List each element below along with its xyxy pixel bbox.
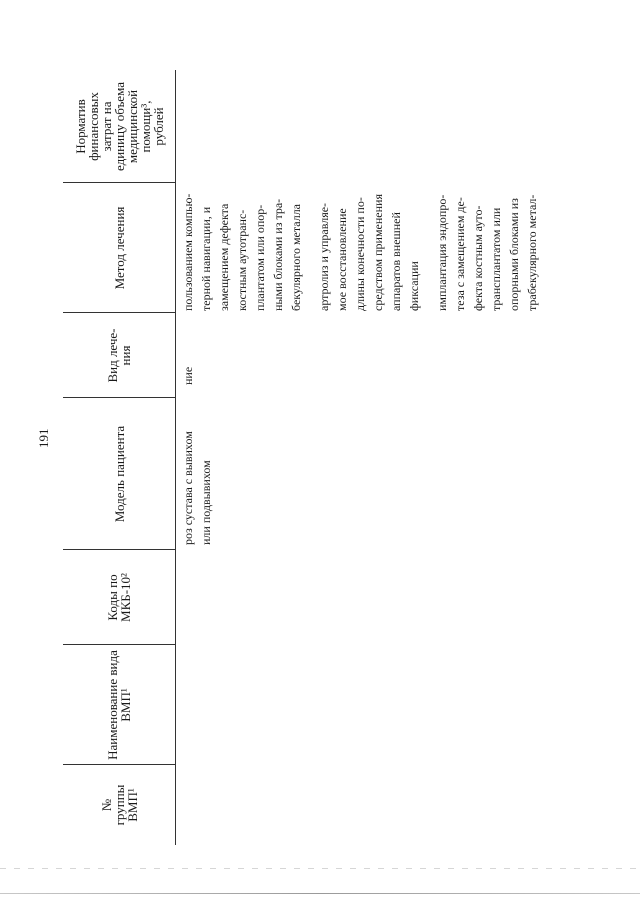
header-treatment-type xyxy=(63,313,175,398)
header-line: Модель пациента xyxy=(111,425,127,523)
method-line: аппаратов внешней xyxy=(389,212,403,311)
scan-artifact-dots xyxy=(0,868,640,869)
header-line: финансовых xyxy=(85,92,101,161)
page-number: 191 xyxy=(36,428,51,448)
method-line: артролиз и управляе- xyxy=(317,202,331,311)
header-line: ВМП¹ xyxy=(124,788,140,822)
header-line: МКБ-10² xyxy=(118,573,133,622)
header-line: Метод лечения xyxy=(111,206,127,290)
header-treatment-method xyxy=(63,183,175,313)
header-line: № xyxy=(98,798,114,812)
header-line: Наименование вида xyxy=(105,650,120,760)
method-line: длины конечности по- xyxy=(353,197,367,311)
header-line: рублей xyxy=(150,107,166,146)
header-icd-codes xyxy=(63,550,175,645)
header-group-no xyxy=(63,765,175,845)
header-line: Норматив xyxy=(72,99,88,154)
header-line: ВМП¹ xyxy=(118,688,133,722)
header-line: Вид лече- xyxy=(105,328,120,383)
method-line: опорными блоками из xyxy=(507,198,521,311)
method-line: пользованием компью- xyxy=(181,193,195,311)
patient-model-cell xyxy=(179,431,215,545)
method-line: терной навигации, и xyxy=(199,206,213,311)
method-line: фекта костным ауто- xyxy=(471,205,485,311)
method-line: средством применения xyxy=(371,194,385,311)
header-line: единицу объема xyxy=(111,82,127,171)
method-line: замещением дефекта xyxy=(217,203,231,311)
method-line: имплантация эндопро- xyxy=(435,194,449,311)
rotated-table xyxy=(63,70,539,845)
header-line: Коды по xyxy=(105,574,120,621)
method-block xyxy=(433,194,541,311)
treatment-type-text: ние xyxy=(181,366,195,385)
method-line: фиксации xyxy=(407,261,421,311)
patient-model-line: роз сустава с вывихом xyxy=(181,431,195,545)
header-vmp-name xyxy=(63,645,175,765)
method-line: ными блоками из тра- xyxy=(271,198,285,311)
treatment-method-cell xyxy=(179,194,551,311)
header-line: медицинской xyxy=(124,89,140,164)
header-line: затрат на xyxy=(98,101,114,152)
method-line: бекулярного металла xyxy=(289,203,303,311)
method-line: теза с замещением де- xyxy=(453,197,467,311)
method-line: костным аутотранс- xyxy=(235,209,249,311)
header-patient-model xyxy=(63,398,175,550)
header-line: группы xyxy=(111,784,127,826)
header-line: ния xyxy=(118,345,133,366)
method-line: трабекулярного метал- xyxy=(525,194,539,311)
method-line: плантатом или опор- xyxy=(253,204,267,311)
patient-model-line: или подвывихом xyxy=(199,460,213,545)
method-line: мое восстановление xyxy=(335,208,349,311)
header-line: помощи³, xyxy=(137,100,153,153)
scan-artifact-rule xyxy=(0,893,640,894)
treatment-type-cell xyxy=(179,367,197,385)
method-block xyxy=(179,194,305,311)
method-line: трансплантатом или xyxy=(489,207,503,311)
header-cost-standard xyxy=(63,70,175,183)
table-header xyxy=(63,70,176,845)
method-block xyxy=(315,194,423,311)
